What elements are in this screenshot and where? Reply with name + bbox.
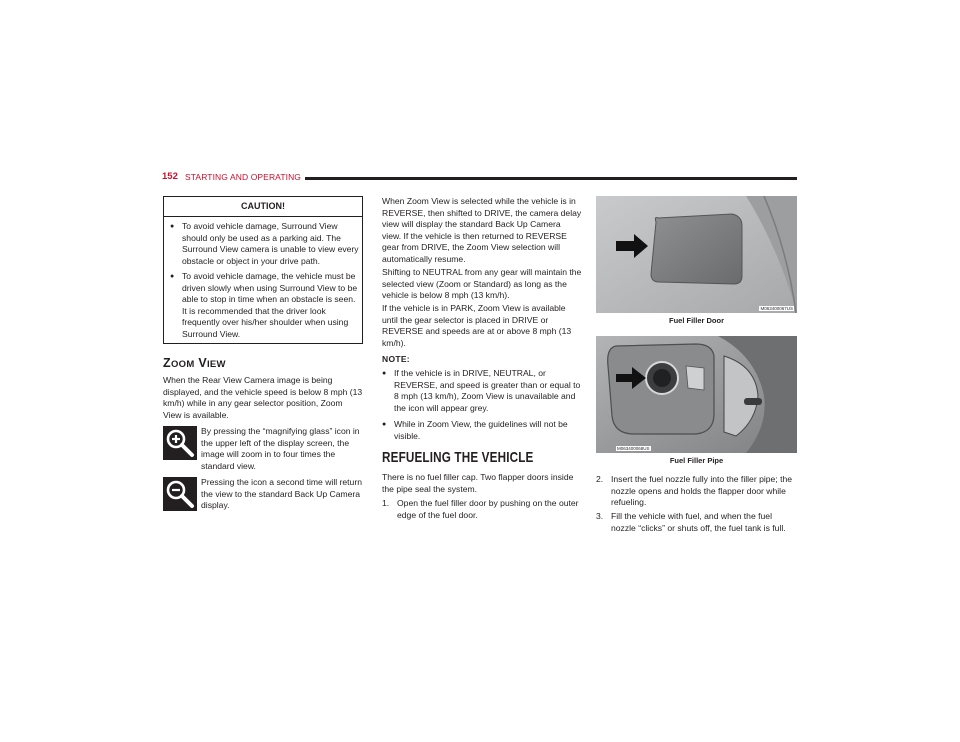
figure-code: M063400068US — [617, 446, 650, 451]
zoom-intro: When the Rear View Camera image is being displayed, and the vehicle speed is below 8 mph (13 km/h) while in any gear selector position, Zoom View is available. — [163, 375, 363, 420]
bullet-icon: ● — [170, 223, 175, 230]
bullet-icon: ● — [382, 370, 387, 377]
zoom-paragraph: When Zoom View is selected while the vehicle is in REVERSE, then shifted to DRIVE, the camera delay view will display the standard Back Up Camera view. If the vehicle is then returned to REVERSE gear from DRIVE, the Zoom View selection will automatically resume. — [382, 196, 582, 264]
refuel-step — [596, 511, 797, 534]
figure-caption: Fuel Filler Door — [668, 316, 724, 325]
zoom-view-heading — [163, 356, 226, 370]
note-item — [382, 368, 582, 414]
step-number: 1. — [382, 498, 390, 508]
caution-title: CAUTION! — [164, 197, 362, 217]
step-text: Open the fuel filler door by pushing on the outer edge of the fuel door. — [397, 498, 579, 520]
note-label: NOTE: — [382, 354, 410, 364]
note-item-text: While in Zoom View, the guidelines will not be visible. — [394, 419, 568, 441]
caution-item — [170, 271, 362, 341]
section-title: STARTING AND OPERATING — [185, 172, 302, 182]
zoom-paragraph: If the vehicle is in PARK, Zoom View is available until the gear selector is placed in DRIVE or REVERSE and speeds are at or above 8 mph (13 km/h). — [382, 303, 572, 348]
zoom-out-text: Pressing the icon a second time will return the view to the standard Back Up Camera display. — [201, 477, 362, 511]
heading-part: OOM — [170, 359, 195, 370]
fuel-filler-door-photo — [596, 196, 797, 313]
note-item — [382, 419, 582, 442]
header-rule — [305, 177, 797, 180]
zoom-paragraph: Shifting to NEUTRAL from any gear will maintain the selected view (Zoom or Standard) as long as the vehicle is below 8 mph (13 km/h). — [382, 267, 582, 301]
heading-part: V — [198, 356, 207, 370]
heading-part: Z — [163, 356, 171, 370]
zoom-in-text: By pressing the “magnifying glass” icon in the upper left of the display screen, the image will zoom in to four times the standard view. — [201, 426, 360, 471]
refuel-intro: There is no fuel filler cap. Two flapper doors inside the pipe seal the system. — [382, 472, 574, 494]
fuel-filler-pipe-photo — [596, 336, 797, 453]
zoom-in-icon — [163, 426, 197, 460]
caution-item — [170, 221, 362, 267]
page-number: 152 — [162, 171, 178, 182]
figure-code: M063400067US — [760, 306, 793, 311]
refueling-heading: REFUELING THE VEHICLE — [382, 449, 534, 466]
step-number: 3. — [596, 511, 604, 521]
caution-box — [163, 196, 363, 344]
zoom-out-icon — [163, 477, 197, 511]
note-item-text: If the vehicle is in DRIVE, NEUTRAL, or REVERSE, and speed is greater than or equal to 8 mph (13 km/h), Zoom View is unavailable and the icon will appear grey. — [394, 368, 581, 413]
refuel-step — [382, 498, 582, 521]
heading-part: IEW — [206, 359, 226, 370]
step-text: Insert the fuel nozzle fully into the filler pipe; the nozzle opens and holds the flapper door while refueling. — [611, 474, 793, 508]
step-number: 2. — [596, 474, 604, 484]
refuel-step — [596, 474, 797, 509]
figure-caption: Fuel Filler Pipe — [669, 456, 724, 465]
caution-item-text: To avoid vehicle damage, Surround View should only be used as a parking aid. The Surround View camera is unable to view every obstacle or object in your drive path. — [182, 221, 359, 266]
bullet-icon: ● — [170, 273, 175, 280]
step-text: Fill the vehicle with fuel, and when the fuel nozzle “clicks” or shuts off, the fuel tank is full. — [611, 511, 786, 533]
caution-item-text: To avoid vehicle damage, the vehicle must be driven slowly when using Surround View to be able to stop in time when an obstacle is seen. It is recommended that the driver look frequently over his/her shoulder when using Surround View. — [182, 271, 358, 339]
bullet-icon: ● — [382, 421, 387, 428]
